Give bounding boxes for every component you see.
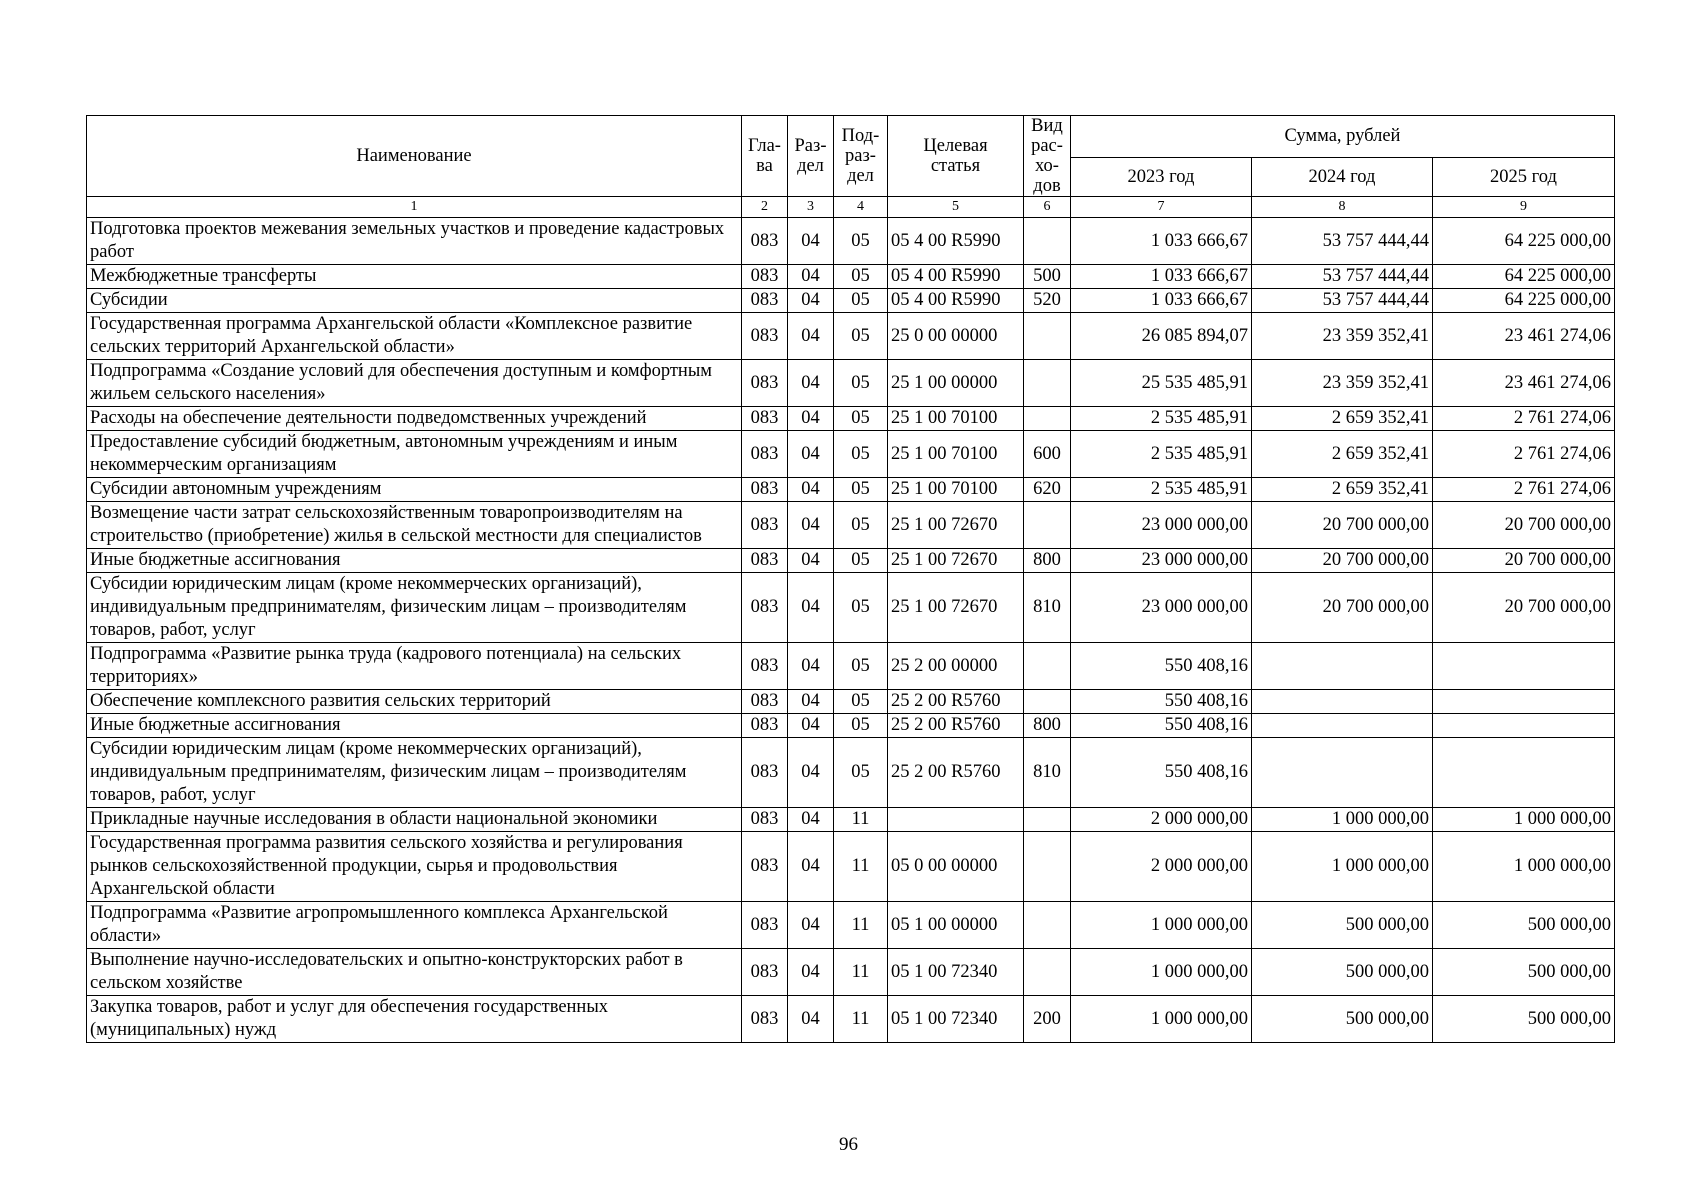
table-row [87,265,1615,289]
cell-2025: 23 461 274,06 [1433,313,1615,360]
cell-target: 05 4 00 R5990 [888,265,1024,289]
cell-razdel: 04 [788,832,834,902]
cell-2023: 23 000 000,00 [1071,549,1252,573]
cell-2023: 25 535 485,91 [1071,360,1252,407]
cell-glava: 083 [742,643,788,690]
cell-vid: 620 [1024,478,1071,502]
col-number: 7 [1071,197,1252,218]
header-vid-text: Вид рас- хо- дов [1031,116,1063,196]
cell-podrazdel: 05 [834,502,888,549]
cell-glava: 083 [742,289,788,313]
cell-razdel: 04 [788,808,834,832]
col-number: 8 [1252,197,1433,218]
cell-target: 25 1 00 70100 [888,407,1024,431]
cell-podrazdel: 11 [834,949,888,996]
cell-podrazdel: 11 [834,996,888,1043]
cell-target: 05 0 00 00000 [888,832,1024,902]
cell-2023: 550 408,16 [1071,643,1252,690]
cell-razdel: 04 [788,573,834,643]
cell-vid: 500 [1024,265,1071,289]
cell-target: 25 1 00 70100 [888,478,1024,502]
header-podrazdel [834,116,888,197]
cell-vid: 800 [1024,549,1071,573]
header-year-2023: 2023 год [1071,157,1252,197]
cell-razdel: 04 [788,289,834,313]
table-row [87,690,1615,714]
cell-razdel: 04 [788,502,834,549]
cell-razdel: 04 [788,407,834,431]
header-razdel-text: Раз- дел [794,136,827,176]
cell-target: 05 4 00 R5990 [888,289,1024,313]
header-year-2024: 2024 год [1252,157,1433,197]
cell-target: 25 2 00 00000 [888,643,1024,690]
col-number: 4 [834,197,888,218]
cell-2025: 500 000,00 [1433,949,1615,996]
cell-glava: 083 [742,431,788,478]
cell-2024: 53 757 444,44 [1252,289,1433,313]
table-row [87,714,1615,738]
cell-2024 [1252,690,1433,714]
cell-podrazdel: 05 [834,738,888,808]
cell-2023: 550 408,16 [1071,714,1252,738]
cell-name: Подпрограмма «Развитие агропромышленного комплекса Архангельской области» [87,902,742,949]
table-row [87,360,1615,407]
cell-razdel: 04 [788,431,834,478]
header-year-2025: 2025 год [1433,157,1615,197]
cell-2025: 64 225 000,00 [1433,265,1615,289]
cell-2025: 64 225 000,00 [1433,289,1615,313]
cell-name: Подпрограмма «Создание условий для обеспечения доступным и комфортным жильем сельского населения» [87,360,742,407]
cell-2024: 1 000 000,00 [1252,808,1433,832]
table-body [87,218,1615,1043]
table-row [87,549,1615,573]
header-podrazdel-text: Под- раз- дел [841,126,880,186]
cell-2024: 23 359 352,41 [1252,313,1433,360]
cell-2023: 550 408,16 [1071,738,1252,808]
cell-vid: 520 [1024,289,1071,313]
cell-name: Подпрограмма «Развитие рынка труда (кадрового потенциала) на сельских территориях» [87,643,742,690]
cell-glava: 083 [742,949,788,996]
cell-2024: 20 700 000,00 [1252,502,1433,549]
cell-2025 [1433,738,1615,808]
cell-target: 05 1 00 72340 [888,949,1024,996]
cell-target: 25 1 00 00000 [888,360,1024,407]
cell-2024: 1 000 000,00 [1252,832,1433,902]
cell-name: Обеспечение комплексного развития сельских территорий [87,690,742,714]
col-number: 2 [742,197,788,218]
cell-vid [1024,502,1071,549]
cell-podrazdel: 11 [834,808,888,832]
cell-2023: 1 033 666,67 [1071,265,1252,289]
cell-podrazdel: 05 [834,289,888,313]
header-vid [1024,116,1071,197]
cell-target: 25 2 00 R5760 [888,738,1024,808]
cell-2024: 20 700 000,00 [1252,573,1433,643]
cell-target: 25 1 00 72670 [888,573,1024,643]
cell-2025: 500 000,00 [1433,902,1615,949]
cell-2025: 20 700 000,00 [1433,573,1615,643]
cell-2024: 23 359 352,41 [1252,360,1433,407]
cell-2024: 2 659 352,41 [1252,407,1433,431]
cell-podrazdel: 11 [834,832,888,902]
table-row [87,808,1615,832]
cell-2023: 550 408,16 [1071,690,1252,714]
cell-razdel: 04 [788,738,834,808]
cell-vid: 810 [1024,573,1071,643]
table-row [87,573,1615,643]
cell-vid: 200 [1024,996,1071,1043]
cell-vid [1024,218,1071,265]
cell-target: 05 1 00 72340 [888,996,1024,1043]
table-row [87,431,1615,478]
cell-glava: 083 [742,690,788,714]
cell-2025: 23 461 274,06 [1433,360,1615,407]
cell-podrazdel: 05 [834,478,888,502]
cell-2025: 2 761 274,06 [1433,431,1615,478]
cell-2025: 500 000,00 [1433,996,1615,1043]
header-summa: Сумма, рублей [1071,116,1615,158]
cell-podrazdel: 05 [834,690,888,714]
cell-target: 25 1 00 72670 [888,502,1024,549]
cell-vid: 810 [1024,738,1071,808]
cell-2025: 2 761 274,06 [1433,478,1615,502]
table-row [87,949,1615,996]
cell-2023: 2 535 485,91 [1071,431,1252,478]
cell-razdel: 04 [788,714,834,738]
cell-razdel: 04 [788,313,834,360]
cell-2025 [1433,690,1615,714]
cell-2024: 53 757 444,44 [1252,265,1433,289]
cell-podrazdel: 11 [834,902,888,949]
header-razdel [788,116,834,197]
cell-vid [1024,407,1071,431]
cell-2024: 53 757 444,44 [1252,218,1433,265]
col-number: 6 [1024,197,1071,218]
cell-razdel: 04 [788,643,834,690]
cell-razdel: 04 [788,218,834,265]
cell-vid [1024,949,1071,996]
cell-2025: 64 225 000,00 [1433,218,1615,265]
cell-podrazdel: 05 [834,360,888,407]
cell-glava: 083 [742,360,788,407]
cell-glava: 083 [742,313,788,360]
cell-2024: 20 700 000,00 [1252,549,1433,573]
cell-2025: 20 700 000,00 [1433,502,1615,549]
cell-glava: 083 [742,265,788,289]
table-row [87,218,1615,265]
cell-2024 [1252,643,1433,690]
cell-podrazdel: 05 [834,573,888,643]
cell-razdel: 04 [788,360,834,407]
cell-vid [1024,360,1071,407]
cell-name: Государственная программа развития сельского хозяйства и регулирования рынков сельскохозяйственной продукции, сырья и продовольствия Архангельской области [87,832,742,902]
cell-target: 25 1 00 72670 [888,549,1024,573]
cell-2023: 23 000 000,00 [1071,573,1252,643]
cell-podrazdel: 05 [834,218,888,265]
cell-name: Иные бюджетные ассигнования [87,714,742,738]
cell-podrazdel: 05 [834,431,888,478]
cell-2024 [1252,738,1433,808]
budget-table [86,115,1615,1043]
cell-2025: 2 761 274,06 [1433,407,1615,431]
cell-podrazdel: 05 [834,313,888,360]
cell-vid [1024,690,1071,714]
cell-2024: 2 659 352,41 [1252,431,1433,478]
cell-name: Межбюджетные трансферты [87,265,742,289]
table-row [87,902,1615,949]
cell-vid: 600 [1024,431,1071,478]
page-number: 96 [839,1134,858,1155]
cell-vid [1024,808,1071,832]
cell-podrazdel: 05 [834,643,888,690]
cell-name: Субсидии юридическим лицам (кроме некоммерческих организаций), индивидуальным предпринимателям, физическим лицам – производителям товаров, работ, услуг [87,738,742,808]
cell-2025 [1433,714,1615,738]
cell-2023: 1 000 000,00 [1071,902,1252,949]
cell-glava: 083 [742,996,788,1043]
cell-2023: 1 033 666,67 [1071,218,1252,265]
cell-2024: 2 659 352,41 [1252,478,1433,502]
cell-2025: 1 000 000,00 [1433,808,1615,832]
cell-glava: 083 [742,832,788,902]
cell-name: Выполнение научно-исследовательских и опытно-конструкторских работ в сельском хозяйстве [87,949,742,996]
cell-2024: 500 000,00 [1252,902,1433,949]
cell-target: 25 1 00 70100 [888,431,1024,478]
cell-glava: 083 [742,902,788,949]
cell-2024: 500 000,00 [1252,949,1433,996]
cell-name: Предоставление субсидий бюджетным, автономным учреждениям и иным некоммерческим организациям [87,431,742,478]
cell-target: 25 2 00 R5760 [888,690,1024,714]
cell-glava: 083 [742,478,788,502]
cell-razdel: 04 [788,265,834,289]
cell-glava: 083 [742,218,788,265]
cell-name: Расходы на обеспечение деятельности подведомственных учреждений [87,407,742,431]
cell-2025: 1 000 000,00 [1433,832,1615,902]
cell-glava: 083 [742,407,788,431]
table-row [87,502,1615,549]
cell-vid [1024,313,1071,360]
cell-2025 [1433,643,1615,690]
cell-glava: 083 [742,502,788,549]
cell-podrazdel: 05 [834,265,888,289]
cell-name: Прикладные научные исследования в области национальной экономики [87,808,742,832]
cell-glava: 083 [742,738,788,808]
cell-podrazdel: 05 [834,549,888,573]
cell-name: Возмещение части затрат сельскохозяйственным товаропроизводителям на строительство (приобретение) жилья в сельской местности для специалистов [87,502,742,549]
cell-target: 05 1 00 00000 [888,902,1024,949]
col-number: 1 [87,197,742,218]
cell-name: Закупка товаров, работ и услуг для обеспечения государственных (муниципальных) нужд [87,996,742,1043]
cell-2023: 1 033 666,67 [1071,289,1252,313]
header-glava-text: Гла- ва [748,136,781,176]
header-target [888,116,1024,197]
cell-podrazdel: 05 [834,714,888,738]
cell-2023: 2 535 485,91 [1071,478,1252,502]
cell-2024: 500 000,00 [1252,996,1433,1043]
cell-target: 25 0 00 00000 [888,313,1024,360]
cell-2023: 2 535 485,91 [1071,407,1252,431]
cell-podrazdel: 05 [834,407,888,431]
cell-razdel: 04 [788,690,834,714]
cell-name: Иные бюджетные ассигнования [87,549,742,573]
cell-2024 [1252,714,1433,738]
cell-vid [1024,832,1071,902]
cell-2023: 26 085 894,07 [1071,313,1252,360]
table-row [87,478,1615,502]
table-row [87,832,1615,902]
table-row [87,289,1615,313]
cell-vid: 800 [1024,714,1071,738]
cell-glava: 083 [742,549,788,573]
cell-target [888,808,1024,832]
cell-glava: 083 [742,573,788,643]
cell-name: Подготовка проектов межевания земельных участков и проведение кадастровых работ [87,218,742,265]
cell-razdel: 04 [788,949,834,996]
cell-2023: 2 000 000,00 [1071,832,1252,902]
cell-razdel: 04 [788,996,834,1043]
col-number: 5 [888,197,1024,218]
cell-2023: 1 000 000,00 [1071,996,1252,1043]
cell-2023: 1 000 000,00 [1071,949,1252,996]
header-glava [742,116,788,197]
cell-glava: 083 [742,714,788,738]
cell-target: 05 4 00 R5990 [888,218,1024,265]
cell-name: Государственная программа Архангельской области «Комплексное развитие сельских территорий Архангельской области» [87,313,742,360]
cell-target: 25 2 00 R5760 [888,714,1024,738]
table-row [87,738,1615,808]
cell-name: Субсидии [87,289,742,313]
table-row [87,313,1615,360]
col-number: 9 [1433,197,1615,218]
table-row [87,407,1615,431]
cell-name: Субсидии юридическим лицам (кроме некоммерческих организаций), индивидуальным предпринимателям, физическим лицам – производителям товаров, работ, услуг [87,573,742,643]
cell-2023: 23 000 000,00 [1071,502,1252,549]
header-target-text: Целевая статья [923,136,988,176]
cell-vid [1024,902,1071,949]
col-number: 3 [788,197,834,218]
cell-2023: 2 000 000,00 [1071,808,1252,832]
table-row [87,996,1615,1043]
table-row [87,643,1615,690]
header-name: Наименование [87,116,742,197]
cell-name: Субсидии автономным учреждениям [87,478,742,502]
cell-vid [1024,643,1071,690]
cell-2025: 20 700 000,00 [1433,549,1615,573]
cell-razdel: 04 [788,478,834,502]
cell-razdel: 04 [788,549,834,573]
cell-razdel: 04 [788,902,834,949]
cell-glava: 083 [742,808,788,832]
